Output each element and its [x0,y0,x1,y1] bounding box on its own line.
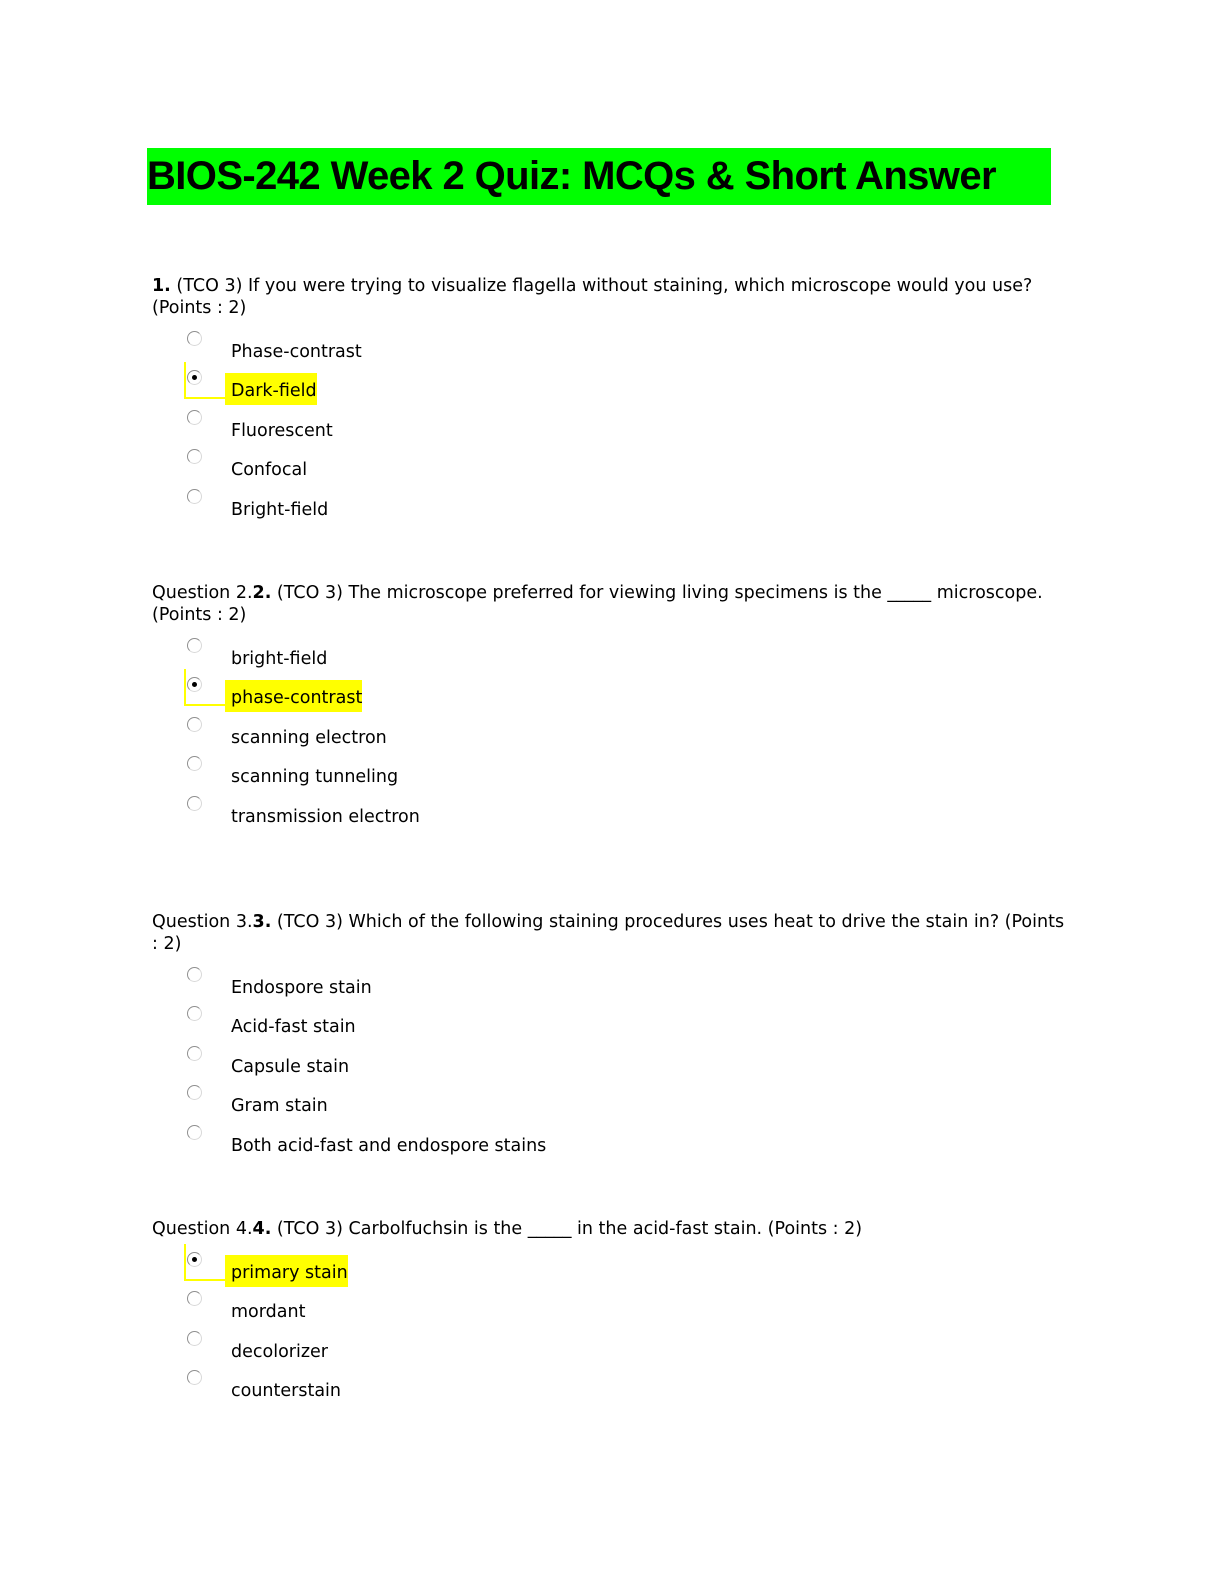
radio-button[interactable] [187,1085,202,1100]
answer-option[interactable] [0,796,700,836]
answer-option[interactable] [0,1085,700,1125]
document-title: BIOS-242 Week 2 Quiz: MCQs & Short Answer [147,148,1051,205]
answer-option[interactable] [0,1046,700,1086]
answer-option[interactable] [0,1006,700,1046]
answer-option[interactable] [0,1291,700,1331]
question-text: Question 2.2. (TCO 3) The microscope preferred for viewing living specimens is the _____ microscope. (Points : 2) [152,583,1043,625]
answer-option[interactable] [0,1331,700,1371]
option-label: Endospore stain [231,978,372,998]
answer-option[interactable] [0,756,700,796]
radio-button[interactable] [187,1046,202,1061]
radio-button[interactable] [187,1006,202,1021]
radio-button[interactable] [187,638,202,653]
answer-option[interactable] [0,331,700,371]
option-label: Fluorescent [231,421,333,441]
radio-button[interactable] [187,489,202,504]
option-label: Acid-fast stain [231,1017,356,1037]
option-label: decolorizer [231,1342,328,1362]
option-label: mordant [231,1302,306,1322]
radio-button[interactable] [187,967,202,982]
answer-option[interactable] [0,449,700,489]
radio-button[interactable] [187,1252,202,1267]
option-label: counterstain [231,1381,341,1401]
question-text: 1. (TCO 3) If you were trying to visualize flagella without staining, which microscope would you use? (Points : 2) [152,276,1033,318]
answer-option[interactable] [0,1370,700,1410]
radio-button[interactable] [187,331,202,346]
radio-button[interactable] [187,449,202,464]
radio-button[interactable] [187,717,202,732]
answer-option[interactable] [0,677,700,717]
option-label: Both acid-fast and endospore stains [231,1136,547,1156]
option-label: scanning tunneling [231,767,399,787]
radio-button[interactable] [187,1331,202,1346]
answer-option[interactable] [0,489,700,529]
option-label: scanning electron [231,728,387,748]
radio-button[interactable] [187,370,202,385]
option-label: phase-contrast [225,680,362,712]
answer-option[interactable] [0,370,700,410]
option-label: Confocal [231,460,308,480]
radio-button[interactable] [187,1125,202,1140]
option-label: transmission electron [231,807,420,827]
answer-option[interactable] [0,1252,700,1292]
option-label: primary stain [225,1255,348,1287]
question-text: Question 3.3. (TCO 3) Which of the following staining procedures uses heat to drive the stain in? (Points : 2) [152,912,1065,954]
radio-button[interactable] [187,410,202,425]
option-label: Gram stain [231,1096,328,1116]
option-label: Dark-field [225,373,317,405]
answer-option[interactable] [0,410,700,450]
answer-option[interactable] [0,1125,700,1165]
question-text: Question 4.4. (TCO 3) Carbolfuchsin is the _____ in the acid-fast stain. (Points : 2) [152,1219,863,1239]
radio-button[interactable] [187,756,202,771]
option-label: Capsule stain [231,1057,350,1077]
radio-button[interactable] [187,1370,202,1385]
answer-option[interactable] [0,967,700,1007]
option-label: Phase-contrast [231,342,362,362]
radio-button[interactable] [187,677,202,692]
answer-option[interactable] [0,717,700,757]
radio-button[interactable] [187,796,202,811]
option-label: bright-field [231,649,328,669]
option-label: Bright-field [231,500,329,520]
answer-option[interactable] [0,638,700,678]
radio-button[interactable] [187,1291,202,1306]
